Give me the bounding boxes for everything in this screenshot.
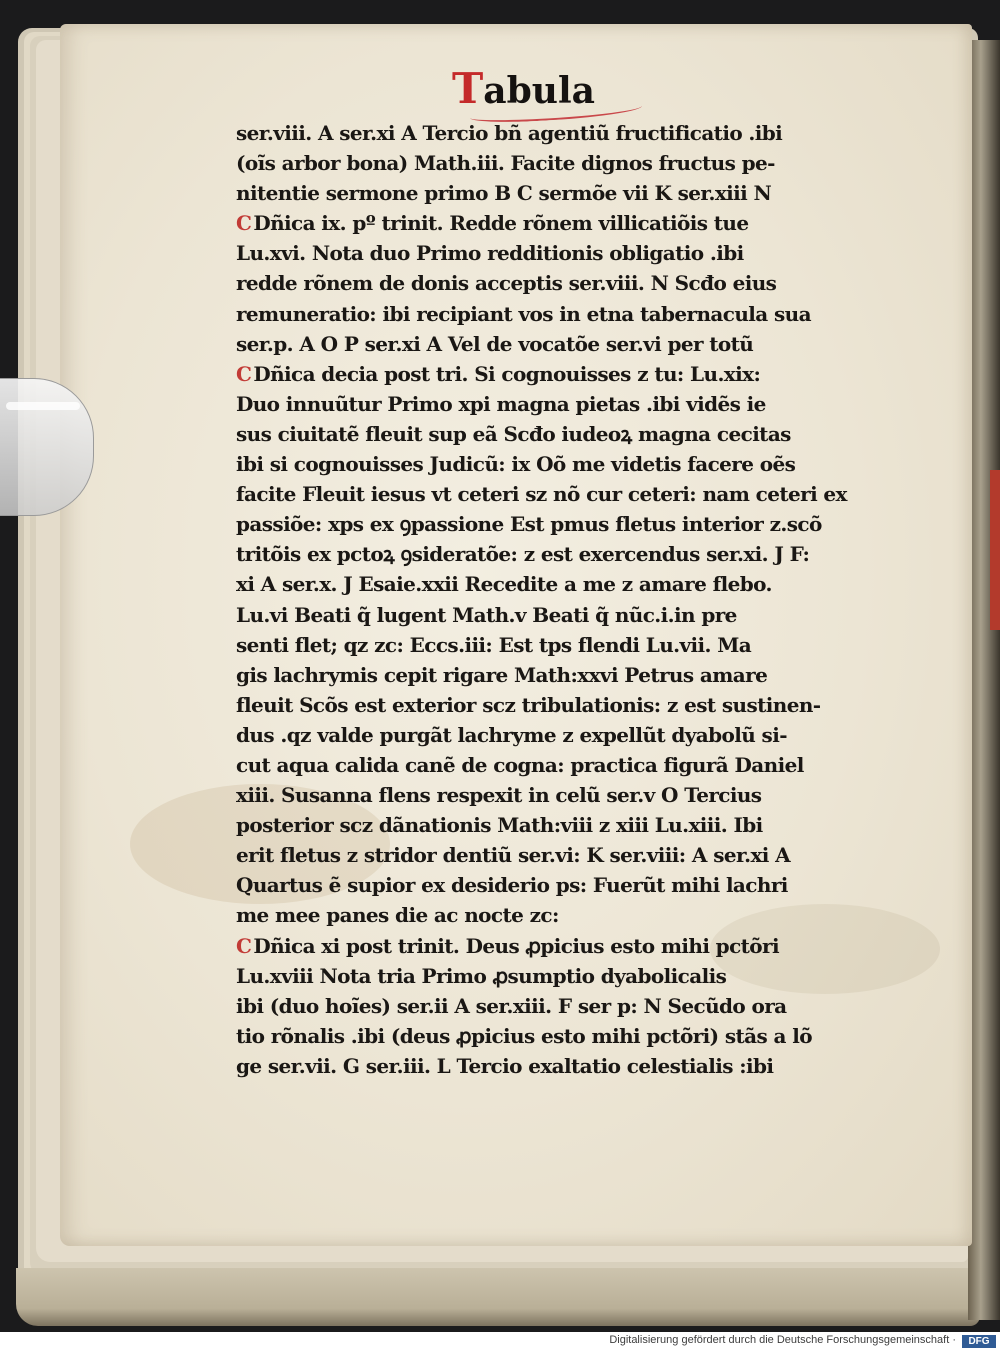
line-text: redde rõnem de donis acceptis ser.viii. N Scđo eius [236,271,777,296]
text-line [236,750,876,780]
line-text: Dñica ix. pº trinit. Redde rõnem villicatiõis tue [253,211,749,236]
text-line [236,359,876,389]
text-line [236,449,876,479]
text-line [236,299,876,329]
line-text: Lu.vi Beati q̃ lugent Math.v Beati q̃ nũc.i.in pre [236,602,737,627]
line-text: ser.viii. A ser.xi A Tercio bñ agentiũ fructificatio .ibi [236,121,783,145]
text-line [236,991,876,1021]
line-text: posterior scz dãnationis Math:viii z xiii Lu.xiii. Ibi [236,813,763,838]
rubric-mark: C [236,211,252,236]
text-line [236,419,876,449]
text-line [236,118,876,148]
text-line [236,840,876,870]
line-text: erit fletus z stridor dentiũ ser.vi: K ser.viii: A ser.xi A [236,843,791,868]
line-text: ibi si cognouisses Judicũ: ix Oõ me videtis facere oẽs [236,452,796,477]
text-line [236,1051,876,1081]
text-line [236,329,876,359]
dfg-logo: DFG [962,1335,996,1348]
line-text: cut aqua calida canẽ de cogna: practica figurã Daniel [236,752,804,777]
line-text: tritõis ex pctoꝝ ꝯsideratõe: z est exercendus ser.xi. J F: [236,542,810,567]
red-page-edge [990,470,1000,630]
heading-initial: T [452,64,484,113]
text-line [236,389,876,419]
footer-bar [0,1332,1000,1352]
line-text: ibi (duo hoĩes) ser.ii A ser.xiii. F ser p: N Secũdo ora [236,993,787,1018]
text-line [236,178,876,208]
rubric-mark: C [236,361,252,386]
text-line [236,870,876,900]
text-column [236,118,876,1081]
text-line [236,900,876,930]
text-line [236,539,876,569]
heading-text: abula [483,70,595,112]
text-line [236,780,876,810]
text-line [236,268,876,298]
text-line [236,148,876,178]
line-text: facite Fleuit iesus vt ceteri sz nõ cur ceteri: nam ceteri ex [236,482,847,507]
text-line [236,208,876,238]
text-line [236,569,876,599]
text-line [236,600,876,630]
line-text: fleuit Scõs est exterior scz tribulationis: z est sustinen- [236,692,821,717]
line-text: me mee panes die ac nocte zc: [236,903,559,928]
text-line [236,961,876,991]
bottom-cover-board [16,1268,980,1326]
line-text: ge ser.vii. G ser.iii. L Tercio exaltatio celestialis :ibi [236,1053,774,1078]
right-page-stack [968,40,1000,1320]
line-text: gis lachrymis cepit rigare Math:xxvi Petrus amare [236,662,768,687]
line-text: Dñica decia post tri. Si cognouisses z tu: Lu.xix: [253,361,761,386]
line-text: xiii. Susanna flens respexit in celũ ser.v O Tercius [236,783,762,808]
line-text: sus ciuitatẽ fleuit sup eã Scđo iudeoꝝ magna cecitas [236,421,791,446]
text-line [236,509,876,539]
funding-credit: Digitalisierung gefördert durch die Deutsche Forschungsgemeinschaft · [609,1334,956,1346]
text-line [236,1021,876,1051]
line-text: dus .qz valde purgãt lachryme z expellũt dyabolũ si- [236,722,787,747]
text-line [236,690,876,720]
text-line [236,479,876,509]
line-text: Duo innuũtur Primo xpi magna pietas .ibi vidẽs ie [236,391,766,416]
text-line [236,238,876,268]
line-text: Lu.xviii Nota tria Primo ꝓsumptio dyabolicalis [236,963,727,988]
line-text: ser.p. A O P ser.xi A Vel de vocatõe ser.vi per totũ [236,331,754,356]
text-line [236,720,876,750]
rubric-mark: C [236,933,252,958]
text-line [236,660,876,690]
text-line [236,630,876,660]
text-line [236,810,876,840]
line-text: remuneratio: ibi recipiant vos in etna tabernacula sua [236,301,811,326]
line-text: Lu.xvi. Nota duo Primo redditionis obligatio .ibi [236,241,744,266]
line-text: nitentie sermone primo B C sermõe vii K ser.xiii N [236,181,772,206]
line-text: xi A ser.x. J Esaie.xxii Recedite a me z amare flebo. [236,572,772,597]
line-text: Quartus ẽ supior ex desiderio ps: Fuerũt mihi lachri [236,873,788,898]
line-text: tio rõnalis .ibi (deus ꝓpicius esto mihi pctõri) stãs a lõ [236,1023,813,1048]
text-line [236,931,876,961]
line-text: passiõe: xps ex ꝯpassione Est pmus fletus interior z.scõ [236,512,822,537]
line-text: senti flet; qz zc: Eccs.iii: Est tps flendi Lu.vii. Ma [236,632,752,657]
line-text: (oĩs arbor bona) Math.iii. Facite dignos fructus pe- [236,151,775,176]
line-text: Dñica xi post trinit. Deus ꝓpicius esto mihi pctõri [253,933,779,958]
book-clip-highlight [6,402,80,410]
